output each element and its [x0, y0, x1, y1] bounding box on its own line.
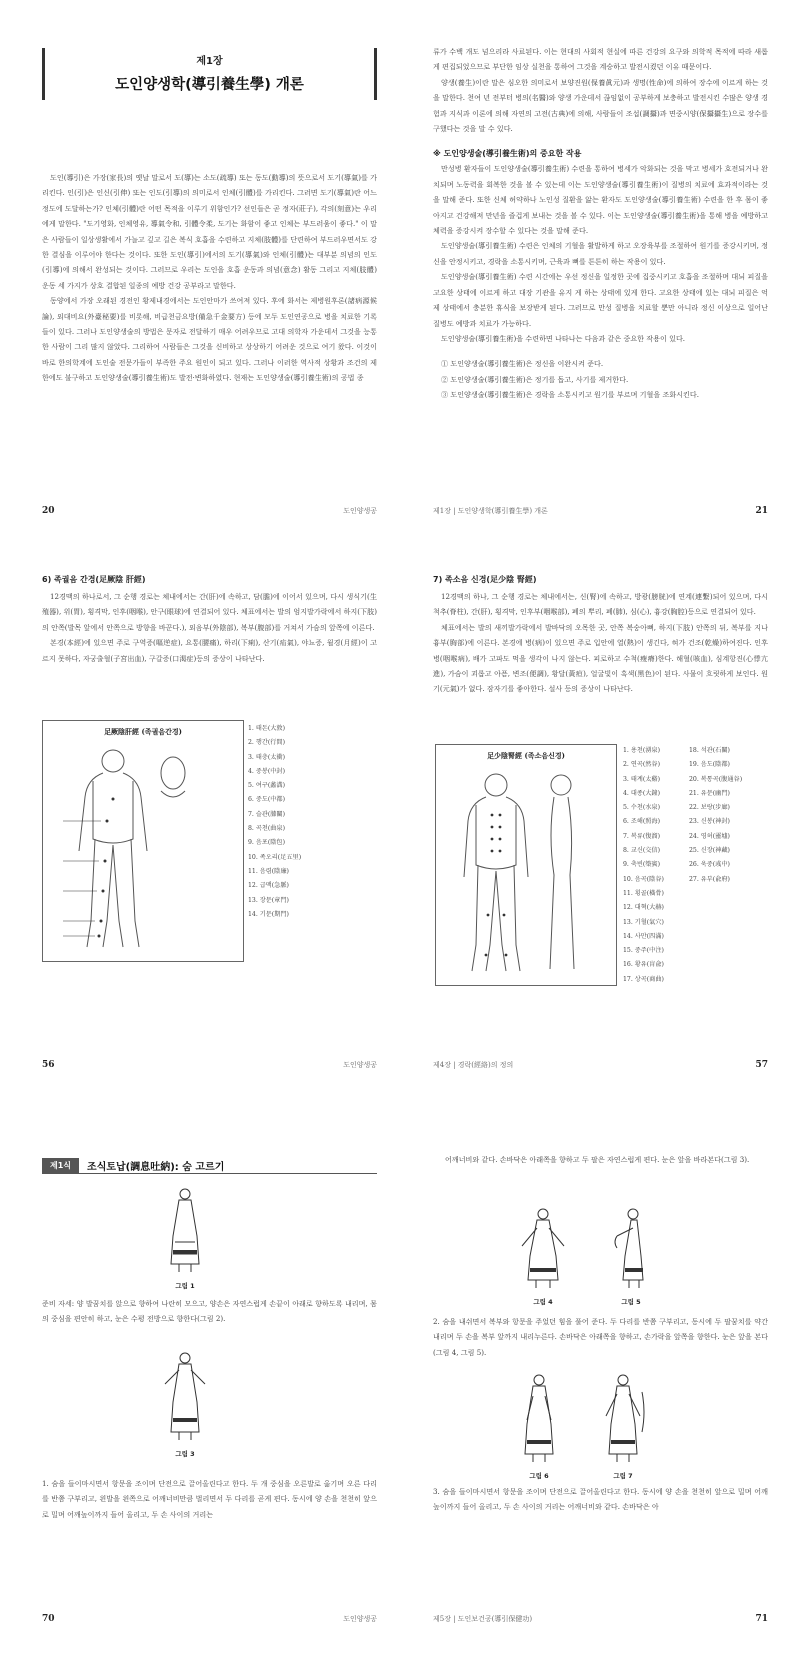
human-body-illustration [43, 721, 243, 961]
page-number: 56 [42, 1060, 55, 1070]
page-footer [42, 1060, 377, 1070]
figure-4 [513, 1206, 573, 1306]
standing-figure-illustration [165, 1186, 205, 1274]
acupoint: 9. 축빈(築賓) [623, 861, 661, 869]
acupoint: 8. 곡천(曲泉) [248, 825, 286, 833]
figure-caption: 그림 4 [533, 1298, 553, 1306]
paragraph: 도인양생술(導引養生術) 수련은 인체의 기혈을 활발하게 하고 오장육부를 조절하여 원기를 증강시키며, 정신을 안정시키고, 경락을 소통시키며, 근육과 뼈를 튼튼히 하는 작용이 있다. [433, 241, 768, 266]
paragraph: 12경맥의 하나, 그 순행 경로는 체내에서는, 신(腎)에 속하고, 방광(膀胱)에 연계(連繫)되어 있으며, 다시 척추(脊柱), 간(肝), 횡격막, 인후부(咽喉部), 폐의 뿌리, 폐(肺), 심(心), 흉강(胸腔)등으로 연결되어 있다. [433, 592, 768, 617]
human-body-illustration [436, 745, 616, 985]
exercise-heading [42, 1158, 377, 1174]
acupoint: 19. 음도(陰都) [689, 761, 730, 769]
paragraph: 1. 숨을 들이마시면서 항문을 조이며 단전으로 끌어올린다고 한다. 두 개 중심을 오른발로 옮기며 오른 다리를 반쯤 구부리고, 왼발을 왼쪽으로 어깨너비만큼 벌리면서 두 다리를 곧게 편다. 동시에 양 손을 천천히 앞으로 밀며 어깨높이까지 들어 올리고, 두 손 사이의 거리는 [42, 1479, 377, 1519]
running-footer: 도인양생공 [343, 1615, 377, 1623]
chapter-title: 도인양생학(導引養生學) 개론 [115, 77, 304, 93]
paragraph: 3. 숨을 들이마시면서 항문을 조이며 단전으로 끌어올린다고 한다. 동시에 양 손을 천천히 앞으로 밀며 어깨높이까지 들어 올리고, 두 손 사이의 거리는 어깨너비와 같다. 손바닥은 아 [433, 1487, 768, 1512]
acupoint: 1. 태돈(大敦) [248, 725, 286, 732]
paragraph: 양생(養生)이란 말은 심오한 의미로서 보양진원(保養眞元)과 생명(性命)에 의하여 장수에 이르게 하는 것을 말한다. 천여 년 전부터 병의(名醫)와 양생 가운데서 끊임없이 공부하게 보충하고 발전시킨 수많은 양생 경험과 지식과 이론에 의해 자연의 고전(古典)에 의해, 사람들이 조섭(調攝)과 면중시양(保攝攝生)으로 장수를 구했다는 것을 말 수 있다. [433, 77, 768, 134]
acupoint: 7. 슬관(膝關) [248, 810, 286, 818]
acupoint: 7. 복류(復溜) [623, 832, 661, 840]
chapter-number: 제1장 [196, 56, 223, 67]
acupoint: 26. 욱중(彧中) [689, 861, 730, 869]
acupoint: 6. 조해(照海) [623, 818, 661, 826]
acupoint: 3. 태충(太衝) [248, 753, 286, 761]
page-number: 71 [755, 1614, 768, 1624]
paragraph: 도인양생술(導引養生術) 수련 시간에는 우선 정신을 일정한 곳에 집중시키고 호흡을 조절하며 대뇌 피질을 고요한 상태에 이르게 하고 대장 기관을 유지 게 하는 상태에 있게 한다. 고요한 상태에 있는 대뇌 피질은 억제 상태에서 충분한 휴식을 보장받게 된다. 그러므로 만성 질병을 치료할 뿐만 아니라 정신 이상으로 일어난 질병도 예방과 치료가 가능하다. [433, 272, 768, 328]
acupoint: 2. 연곡(然谷) [623, 761, 661, 769]
acupoint: 18. 석관(石關) [689, 747, 730, 754]
running-footer: 제1장 | 도인양생학(導引養生學) 개론 [433, 507, 548, 515]
acupoint: 24. 영허(靈墟) [689, 832, 730, 840]
paragraph: 만성병 환자들이 도인양생술(導引養生術) 수련을 통하여 병세가 악화되는 것을 막고 병세가 호전되거나 완치되며 노동력을 회복한 것을 볼 수 있는데 이는 도인양생술(導引養生術)이 질병의 치료에 효과적이라는 것을 말해 준다. 또한 신체 허약하나 노인성 질환을 앓는 환자도 도인양생술(導引養生術) 수련을 한 후 몸이 좋아지고 건강해져 만년을 즐겁게 보내는 것을 볼 수 있다. 이는 도인양생술(導引養生術)을 통해 병을 예방하고 체력을 증강시켜 장수할 수 있다는 것을 말해 준다. [433, 164, 768, 236]
standing-figure-illustration [517, 1372, 561, 1464]
acupoint: 13. 기혈(氣穴) [623, 918, 664, 926]
page-footer [433, 506, 768, 516]
body-text [433, 574, 768, 697]
figure-6 [509, 1372, 569, 1480]
body-text [42, 170, 377, 386]
acupoint: 16. 황유(肓兪) [623, 961, 664, 969]
acupoint: 3. 태계(太谿) [623, 775, 661, 783]
meridian-figure-kidney [435, 744, 617, 986]
acupoint: 6. 중도(中都) [248, 796, 286, 804]
page-footer [433, 1060, 768, 1070]
acupoint: 15. 중주(中注) [623, 947, 664, 955]
figure-7 [593, 1372, 653, 1480]
running-footer: 제5장 | 도인보건공(導引保健功) [433, 1615, 533, 1623]
acupoint: 2. 행간(行間) [248, 739, 286, 747]
acupoint: 14. 기문(期門) [248, 910, 289, 918]
paragraph: 도인(導引)은 가장(家長)의 옛날 말로서 도(導)는 소도(疏導) 또는 동도(動導)의 뜻으로서 도기(導氣)를 가리킨다. 인(引)은 인신(引伸) 또는 인도(引導)의 의미로서 인체(引體)를 가리킨다. 그러면 도기(導氣)란 어느 정도에 도달하는가? 인체(引體)란 어떤 목적을 이루기 위함인가? 선인들은 곧 정자(莊子), 각의(刻意)는 우리에게 말한다. "도기영화, 인체영유, 導氣令和, 引體令柔, 도기는 화함이 좋고 인체는 부드러움이 좋다." 이 말은 사람들이 일상생활에서 가늘고 깊고 길은 복식 호흡을 수련하고 지체(肢體)를 단련하여 부드러우면서도 강한 결심을 이루어야 한다는 것이다. 또한 도인(導引)에서의 도기(導氣)와 인체(引體)는 대부분 의념의 인도(引導)에 의해서 완성되는 것이다. 그러므로 우리는 도인을 호흡 운동과 의념(意念) 활동 그리고 지체(肢體) 운동 세 가지가 상호 결합된 일종의 예방 건강 공부라고 말한다. [42, 173, 377, 290]
figure-5 [601, 1206, 661, 1306]
figure-title: 足少陰腎經 (족소음신경) [487, 751, 565, 760]
list-item: ③ 도인양생술(導引養生術)은 경락을 소통시키고 원기를 부르며 기혈을 조화시킨다. [441, 390, 700, 400]
figure-caption: 그림 1 [175, 1282, 195, 1290]
section-heading: 6) 족궐음 간경(足厥陰 肝經) [42, 575, 146, 584]
page-20 [0, 0, 405, 554]
acupoint: 27. 유부(兪府) [689, 875, 730, 883]
paragraph: 체표에서는 발의 새끼발가락에서 발바닥의 오목한 곳, 안쪽 복숭아뼈, 하지(下肢) 안쪽의 뒤, 복부를 지나 흉부(胸部)에 이른다. 본경에 병(病)이 있으면 주로 입안에 열(熱)이 생긴다, 혀가 건조(乾燥)하여진다. 인후병(咽喉病), 배가 고파도 먹을 생각이 나지 않는다. 피로하고 수척(瘦瘠)한다. 해혈(咳血), 심계항진(心悸亢進), 가슴이 괴롭고 아픔, 변조(便調), 황달(黃疸), 얼굴빛이 흑색(黑色)이 된다. 사물이 흐릿하게 보인다. 원기(元氣)가 없다. 잠자기를 좋아한다. 설사 등의 증상이 나타난다. [433, 622, 768, 694]
acupoint: 10. 족오리(足五里) [248, 853, 302, 861]
acupoint: 4. 중봉(中封) [248, 767, 286, 775]
paragraph: 12경맥의 하나로서, 그 순행 경로는 체내에서는 간(肝)에 속하고, 담(膽)에 이어서 있으며, 다시 생식기(生殖器), 위(胃), 횡격막, 인후(咽喉), 안구(眼球)에 연결되어 있다. 체표에서는 발의 엄지발가락에서 하지(下肢)의 안쪽(발목 앞에서 안쪽으로 방향을 바꾼다.), 외음부(外陰部), 복부(腹部)를 거쳐서 가슴의 앞쪽에 이른다. [42, 592, 378, 632]
acupoint: 14. 사만(四滿) [623, 932, 664, 940]
body-text [433, 44, 768, 403]
acupoint: 4. 대종(大鐘) [623, 789, 661, 797]
figure-1 [150, 1186, 220, 1290]
acupoint: 22. 보랑(步廊) [689, 804, 730, 812]
page-footer [433, 1614, 768, 1624]
standing-figure-illustration [598, 1372, 648, 1464]
figure-3 [150, 1350, 220, 1458]
acupoint: 12. 급맥(急脈) [248, 882, 289, 890]
running-footer: 제4장 | 경락(經絡)의 정의 [433, 1061, 514, 1069]
body-text [42, 574, 377, 666]
acupoint: 1. 용천(湧泉) [623, 747, 661, 754]
paragraph: 2. 숨을 내쉬면서 복부와 항문을 주었던 힘을 풀어 준다. 두 다리를 반쯤 구부리고, 동시에 두 팔꿈치를 약간 내리며 두 손을 복부 앞까지 내리누른다. 손바닥은 아래쪽을 향하고, 손가락을 앞쪽을 향한다. 눈은 앞을 본다(그림 4, 그림 5). [433, 1317, 768, 1357]
effects-list [433, 356, 768, 402]
acupoint: 11. 횡골(橫骨) [623, 889, 664, 897]
figure-title: 足厥陰肝經 (족궐음간경) [104, 727, 182, 736]
section-heading: 7) 족소음 신경(足少陰 腎經) [433, 575, 537, 584]
figure-caption: 그림 6 [529, 1472, 549, 1480]
acupoint: 8. 교신(交信) [623, 847, 661, 855]
paragraph: 준비 자세: 양 발꿈치를 앉으로 향하여 나란히 모으고, 양손은 자연스럽게 손끝이 아래로 향하도록 내리며, 몸의 중심을 편안히 하고, 눈은 수평 전방으로 향한다(그림 2). [42, 1299, 377, 1324]
section-subheading: ※ 도인양생술(導引養生術)의 중요한 작용 [433, 149, 582, 159]
list-item: ① 도인양생술(導引養生術)은 정신을 이완시켜 준다. [441, 359, 604, 369]
page-number: 70 [42, 1614, 55, 1624]
list-item: ② 도인양생술(導引養生術)은 정기를 돕고, 사기를 제거한다. [441, 374, 629, 384]
paragraph: 도인양생술(導引養生術)을 수련하면 나타나는 다음과 같은 중요한 작용이 있다. [441, 333, 686, 343]
acupoint: 12. 대혁(大赫) [623, 904, 664, 912]
page-number: 57 [755, 1060, 768, 1070]
paragraph: 어깨너비와 같다. 손바닥은 아래쪽을 향하고 두 팔은 자연스럽게 편다. 눈은 앞을 바라본다(그림 3). [445, 1155, 750, 1164]
page-71 [405, 1108, 810, 1662]
acupoint-list [248, 722, 301, 922]
page-footer [42, 1614, 377, 1624]
page-70 [0, 1108, 405, 1662]
figure-caption: 그림 7 [613, 1472, 633, 1480]
acupoint: 5. 여구(蠡溝) [248, 782, 286, 790]
running-footer: 도인양생공 [343, 507, 377, 515]
exercise-title: 조식토납(調息吐納): 숨 고르기 [87, 1162, 225, 1173]
page-56 [0, 554, 405, 1108]
paragraph: 류가 수백 개도 넘으리라 사료된다. 이는 현대의 사회적 현실에 따른 건강의 요구와 의학적 목적에 따라 새롭게 편집되었으므로 부단한 임상 실천을 통하여 그것을 계승하고 발전시켰던 이유 때문이다. [433, 47, 768, 72]
running-footer: 도인양생공 [343, 1061, 377, 1069]
page-number: 21 [755, 506, 768, 516]
page-number: 20 [42, 506, 55, 516]
acupoint: 11. 음렴(陰廉) [248, 867, 289, 875]
figure-caption: 그림 5 [621, 1298, 641, 1306]
acupoint: 9. 음포(陰包) [248, 839, 286, 847]
acupoint-list-a [623, 744, 664, 987]
paragraph: 본경(本經)에 있으면 주로 구역증(嘔逆症), 요통(腰痛), 하리(下痢), 산기(疝氣), 야뇨증, 월경(月經)이 고르지 못하다, 자궁출혈(子宮出血), 구갈증(口渴症)등의 증상이 나타난다. [42, 638, 377, 663]
acupoint: 20. 복통곡(腹通谷) [689, 775, 743, 783]
standing-figure-illustration [518, 1206, 568, 1290]
page-21 [405, 0, 810, 554]
acupoint: 25. 신장(神藏) [689, 847, 730, 855]
figure-caption: 그림 3 [175, 1450, 195, 1458]
acupoint: 23. 신봉(神封) [689, 818, 730, 826]
page-57 [405, 554, 810, 1108]
acupoint: 10. 음곡(陰谷) [623, 875, 664, 883]
page-footer [42, 506, 377, 516]
paragraph: 동양에서 가장 오래된 경전인 황제내경에서는 도인안마가 쓰여져 있다. 후에 화서는 제병원후론(諸病源候論), 외대비요(外臺秘要)를 비롯해, 비급천금요방(備急千金要方) 등에 모두 도인연공으로 병을 치료한 기록들이 있다. 그러나 도인양생술의 방법은 문자로 전달하기 매우 어려우므로 고대 의학자 가운데서 그것을 능통한 사람이 그리 많지 않았다. 그리하여 사람들은 그것을 신비하고 상상하기 어려운 것으로 여기 왔다. 이것이 바로 한의학계에 도인술 전문가들이 부족한 주요 원인이 되고 있다. 그러나 이러한 역사적 상황과 조건의 제한에도 불구하고 도인양생술(導引養生術)도 발전·변화하였다. 현재는 도인양생술(導引養生術)의 공법 종 [42, 296, 377, 383]
chapter-heading-box [42, 48, 377, 100]
meridian-figure-liver [42, 720, 244, 962]
side-figure-illustration [609, 1206, 653, 1290]
acupoint-list-b [689, 744, 742, 887]
acupoint: 13. 장문(章門) [248, 896, 289, 904]
acupoint: 17. 상곡(商曲) [623, 975, 664, 983]
exercise-tag: 제1식 [42, 1158, 79, 1173]
standing-figure-illustration [159, 1350, 211, 1442]
acupoint: 5. 수천(水泉) [623, 804, 661, 812]
acupoint: 21. 유문(幽門) [689, 789, 730, 797]
